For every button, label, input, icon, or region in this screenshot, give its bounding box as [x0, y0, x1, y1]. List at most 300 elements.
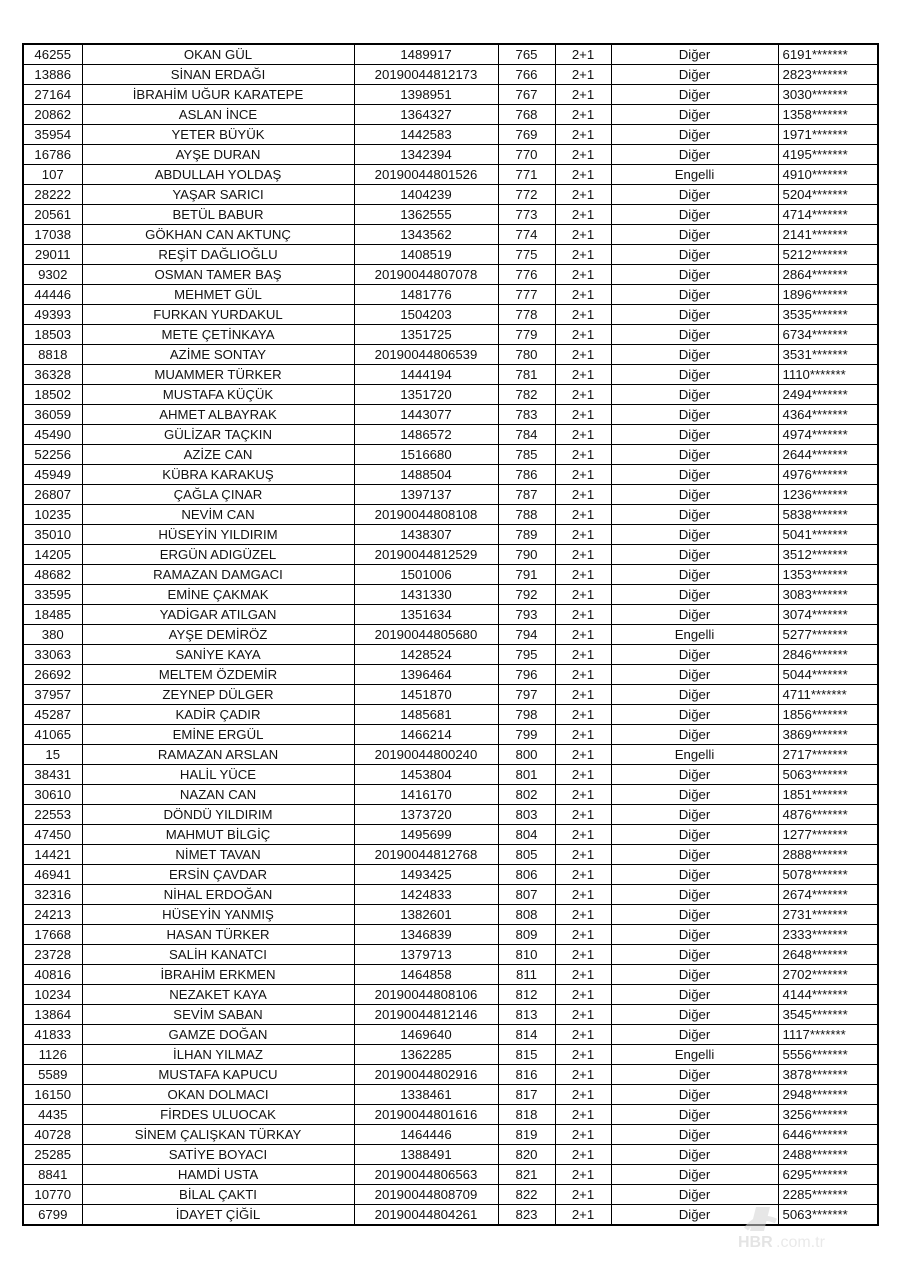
cell-oda-tipi: 2+1 — [555, 1025, 611, 1045]
cell-oda-tipi: 2+1 — [555, 225, 611, 245]
table-row — [23, 945, 878, 965]
cell-kategori: Diğer — [611, 1165, 778, 1185]
cell-oda-tipi: 2+1 — [555, 125, 611, 145]
cell-sira-no: 41065 — [23, 725, 82, 745]
cell-oda-tipi: 2+1 — [555, 265, 611, 285]
cell-sira-no: 14205 — [23, 545, 82, 565]
table-row — [23, 425, 878, 445]
cell-basvuru-no: 20190044806563 — [354, 1165, 498, 1185]
cell-kura-no: 814 — [498, 1025, 555, 1045]
cell-kategori: Diğer — [611, 125, 778, 145]
cell-tc-kimlik: 2333******* — [778, 925, 878, 945]
table-row — [23, 525, 878, 545]
cell-kategori: Diğer — [611, 585, 778, 605]
cell-ad-soyad: RAMAZAN ARSLAN — [82, 745, 354, 765]
cell-sira-no: 38431 — [23, 765, 82, 785]
cell-tc-kimlik: 4974******* — [778, 425, 878, 445]
cell-ad-soyad: OSMAN TAMER BAŞ — [82, 265, 354, 285]
cell-sira-no: 4435 — [23, 1105, 82, 1125]
table-row — [23, 405, 878, 425]
cell-basvuru-no: 20190044800240 — [354, 745, 498, 765]
cell-oda-tipi: 2+1 — [555, 825, 611, 845]
cell-kura-no: 812 — [498, 985, 555, 1005]
cell-kategori: Engelli — [611, 165, 778, 185]
cell-kura-no: 819 — [498, 1125, 555, 1145]
cell-oda-tipi: 2+1 — [555, 545, 611, 565]
cell-kura-no: 782 — [498, 385, 555, 405]
cell-sira-no: 35010 — [23, 525, 82, 545]
cell-oda-tipi: 2+1 — [555, 385, 611, 405]
table-row — [23, 665, 878, 685]
cell-basvuru-no: 1343562 — [354, 225, 498, 245]
cell-tc-kimlik: 3074******* — [778, 605, 878, 625]
cell-kura-no: 808 — [498, 905, 555, 925]
cell-kura-no: 795 — [498, 645, 555, 665]
cell-kategori: Diğer — [611, 245, 778, 265]
cell-tc-kimlik: 1353******* — [778, 565, 878, 585]
cell-kura-no: 771 — [498, 165, 555, 185]
cell-ad-soyad: MAHMUT BİLGİÇ — [82, 825, 354, 845]
cell-basvuru-no: 1362555 — [354, 205, 498, 225]
cell-kura-no: 778 — [498, 305, 555, 325]
cell-tc-kimlik: 4364******* — [778, 405, 878, 425]
cell-sira-no: 380 — [23, 625, 82, 645]
table-row — [23, 845, 878, 865]
table-row — [23, 1145, 878, 1165]
cell-ad-soyad: YADİGAR ATILGAN — [82, 605, 354, 625]
cell-basvuru-no: 1338461 — [354, 1085, 498, 1105]
cell-basvuru-no: 1364327 — [354, 105, 498, 125]
cell-tc-kimlik: 1110******* — [778, 365, 878, 385]
table-row — [23, 345, 878, 365]
cell-kura-no: 790 — [498, 545, 555, 565]
cell-kura-no: 802 — [498, 785, 555, 805]
cell-basvuru-no: 20190044812146 — [354, 1005, 498, 1025]
cell-oda-tipi: 2+1 — [555, 1065, 611, 1085]
cell-basvuru-no: 20190044808709 — [354, 1185, 498, 1205]
cell-ad-soyad: ZEYNEP DÜLGER — [82, 685, 354, 705]
cell-tc-kimlik: 2488******* — [778, 1145, 878, 1165]
cell-ad-soyad: BETÜL BABUR — [82, 205, 354, 225]
cell-ad-soyad: AZİZE CAN — [82, 445, 354, 465]
table-row — [23, 305, 878, 325]
table-row — [23, 745, 878, 765]
cell-kura-no: 770 — [498, 145, 555, 165]
cell-kura-no: 807 — [498, 885, 555, 905]
cell-kura-no: 785 — [498, 445, 555, 465]
cell-basvuru-no: 20190044805680 — [354, 625, 498, 645]
cell-oda-tipi: 2+1 — [555, 605, 611, 625]
cell-kura-no: 768 — [498, 105, 555, 125]
cell-basvuru-no: 1373720 — [354, 805, 498, 825]
cell-sira-no: 30610 — [23, 785, 82, 805]
cell-basvuru-no: 1398951 — [354, 85, 498, 105]
cell-ad-soyad: METE ÇETİNKAYA — [82, 325, 354, 345]
cell-tc-kimlik: 3545******* — [778, 1005, 878, 1025]
cell-ad-soyad: MEHMET GÜL — [82, 285, 354, 305]
cell-tc-kimlik: 2674******* — [778, 885, 878, 905]
cell-sira-no: 46255 — [23, 44, 82, 65]
cell-tc-kimlik: 2141******* — [778, 225, 878, 245]
cell-kategori: Diğer — [611, 265, 778, 285]
cell-tc-kimlik: 4976******* — [778, 465, 878, 485]
cell-basvuru-no: 1501006 — [354, 565, 498, 585]
cell-ad-soyad: SİNAN ERDAĞI — [82, 65, 354, 85]
cell-sira-no: 44446 — [23, 285, 82, 305]
cell-ad-soyad: İBRAHİM ERKMEN — [82, 965, 354, 985]
cell-basvuru-no: 20190044812768 — [354, 845, 498, 865]
cell-kategori: Diğer — [611, 825, 778, 845]
cell-kura-no: 797 — [498, 685, 555, 705]
table-row — [23, 365, 878, 385]
cell-kategori: Diğer — [611, 145, 778, 165]
cell-kategori: Engelli — [611, 1045, 778, 1065]
cell-kategori: Diğer — [611, 485, 778, 505]
cell-tc-kimlik: 6191******* — [778, 44, 878, 65]
cell-ad-soyad: FİRDES ULUOCAK — [82, 1105, 354, 1125]
cell-sira-no: 20862 — [23, 105, 82, 125]
cell-ad-soyad: FURKAN YURDAKUL — [82, 305, 354, 325]
cell-ad-soyad: DÖNDÜ YILDIRIM — [82, 805, 354, 825]
cell-ad-soyad: OKAN GÜL — [82, 44, 354, 65]
cell-basvuru-no: 1438307 — [354, 525, 498, 545]
cell-sira-no: 9302 — [23, 265, 82, 285]
cell-basvuru-no: 20190044801616 — [354, 1105, 498, 1125]
cell-kategori: Diğer — [611, 445, 778, 465]
cell-ad-soyad: KÜBRA KARAKUŞ — [82, 465, 354, 485]
cell-kategori: Diğer — [611, 845, 778, 865]
cell-kura-no: 799 — [498, 725, 555, 745]
cell-tc-kimlik: 3531******* — [778, 345, 878, 365]
cell-basvuru-no: 1416170 — [354, 785, 498, 805]
cell-sira-no: 107 — [23, 165, 82, 185]
cell-kura-no: 809 — [498, 925, 555, 945]
cell-basvuru-no: 20190044808108 — [354, 505, 498, 525]
cell-ad-soyad: KADİR ÇADIR — [82, 705, 354, 725]
cell-basvuru-no: 1444194 — [354, 365, 498, 385]
cell-oda-tipi: 2+1 — [555, 145, 611, 165]
table-row — [23, 185, 878, 205]
cell-kategori: Diğer — [611, 765, 778, 785]
table-row — [23, 325, 878, 345]
cell-sira-no: 36059 — [23, 405, 82, 425]
cell-sira-no: 1126 — [23, 1045, 82, 1065]
cell-sira-no: 49393 — [23, 305, 82, 325]
table-row — [23, 65, 878, 85]
cell-kategori: Diğer — [611, 205, 778, 225]
cell-oda-tipi: 2+1 — [555, 44, 611, 65]
cell-ad-soyad: SATİYE BOYACI — [82, 1145, 354, 1165]
cell-tc-kimlik: 5838******* — [778, 505, 878, 525]
cell-kategori: Diğer — [611, 345, 778, 365]
table-row — [23, 505, 878, 525]
cell-oda-tipi: 2+1 — [555, 705, 611, 725]
cell-tc-kimlik: 5277******* — [778, 625, 878, 645]
cell-basvuru-no: 20190044812173 — [354, 65, 498, 85]
cell-oda-tipi: 2+1 — [555, 345, 611, 365]
cell-sira-no: 22553 — [23, 805, 82, 825]
table-row — [23, 165, 878, 185]
cell-oda-tipi: 2+1 — [555, 1045, 611, 1065]
cell-tc-kimlik: 6734******* — [778, 325, 878, 345]
cell-kura-no: 805 — [498, 845, 555, 865]
cell-oda-tipi: 2+1 — [555, 525, 611, 545]
cell-oda-tipi: 2+1 — [555, 205, 611, 225]
cell-ad-soyad: YAŞAR SARICI — [82, 185, 354, 205]
cell-sira-no: 14421 — [23, 845, 82, 865]
cell-basvuru-no: 1451870 — [354, 685, 498, 705]
cell-tc-kimlik: 2494******* — [778, 385, 878, 405]
cell-tc-kimlik: 1277******* — [778, 825, 878, 845]
cell-tc-kimlik: 1971******* — [778, 125, 878, 145]
cell-tc-kimlik: 3512******* — [778, 545, 878, 565]
cell-ad-soyad: NAZAN CAN — [82, 785, 354, 805]
cell-kura-no: 804 — [498, 825, 555, 845]
cell-ad-soyad: İLHAN YILMAZ — [82, 1045, 354, 1065]
cell-kura-no: 766 — [498, 65, 555, 85]
cell-kategori: Diğer — [611, 705, 778, 725]
table-row — [23, 865, 878, 885]
cell-tc-kimlik: 5063******* — [778, 1205, 878, 1226]
cell-oda-tipi: 2+1 — [555, 85, 611, 105]
cell-basvuru-no: 20190044806539 — [354, 345, 498, 365]
cell-oda-tipi: 2+1 — [555, 165, 611, 185]
cell-basvuru-no: 1382601 — [354, 905, 498, 925]
cell-kura-no: 775 — [498, 245, 555, 265]
cell-sira-no: 45949 — [23, 465, 82, 485]
cell-tc-kimlik: 1117******* — [778, 1025, 878, 1045]
cell-basvuru-no: 1351634 — [354, 605, 498, 625]
cell-kura-no: 765 — [498, 44, 555, 65]
cell-basvuru-no: 1362285 — [354, 1045, 498, 1065]
cell-kategori: Diğer — [611, 685, 778, 705]
cell-tc-kimlik: 1856******* — [778, 705, 878, 725]
cell-kategori: Diğer — [611, 1105, 778, 1125]
cell-tc-kimlik: 2846******* — [778, 645, 878, 665]
cell-sira-no: 45287 — [23, 705, 82, 725]
cell-tc-kimlik: 4876******* — [778, 805, 878, 825]
cell-kategori: Diğer — [611, 1025, 778, 1045]
cell-oda-tipi: 2+1 — [555, 105, 611, 125]
table-row — [23, 285, 878, 305]
cell-kategori: Diğer — [611, 805, 778, 825]
cell-oda-tipi: 2+1 — [555, 1105, 611, 1125]
cell-oda-tipi: 2+1 — [555, 785, 611, 805]
cell-basvuru-no: 1493425 — [354, 865, 498, 885]
cell-ad-soyad: EMİNE ÇAKMAK — [82, 585, 354, 605]
cell-ad-soyad: YETER BÜYÜK — [82, 125, 354, 145]
cell-tc-kimlik: 4144******* — [778, 985, 878, 1005]
cell-ad-soyad: HÜSEYİN YILDIRIM — [82, 525, 354, 545]
cell-sira-no: 10235 — [23, 505, 82, 525]
cell-tc-kimlik: 4910******* — [778, 165, 878, 185]
cell-basvuru-no: 1466214 — [354, 725, 498, 745]
results-sheet — [22, 43, 877, 1226]
cell-tc-kimlik: 2702******* — [778, 965, 878, 985]
table-row — [23, 145, 878, 165]
cell-oda-tipi: 2+1 — [555, 245, 611, 265]
cell-ad-soyad: HASAN TÜRKER — [82, 925, 354, 945]
cell-kura-no: 769 — [498, 125, 555, 145]
cell-tc-kimlik: 3030******* — [778, 85, 878, 105]
cell-oda-tipi: 2+1 — [555, 1125, 611, 1145]
cell-oda-tipi: 2+1 — [555, 1205, 611, 1226]
table-row — [23, 1205, 878, 1226]
cell-kura-no: 810 — [498, 945, 555, 965]
cell-oda-tipi: 2+1 — [555, 1165, 611, 1185]
table-row — [23, 465, 878, 485]
cell-kura-no: 818 — [498, 1105, 555, 1125]
cell-kura-no: 781 — [498, 365, 555, 385]
table-row — [23, 565, 878, 585]
cell-basvuru-no: 1464858 — [354, 965, 498, 985]
cell-oda-tipi: 2+1 — [555, 685, 611, 705]
cell-ad-soyad: NEVİM CAN — [82, 505, 354, 525]
table-row — [23, 725, 878, 745]
cell-tc-kimlik: 5063******* — [778, 765, 878, 785]
table-row — [23, 44, 878, 65]
cell-ad-soyad: ÇAĞLA ÇINAR — [82, 485, 354, 505]
cell-basvuru-no: 1428524 — [354, 645, 498, 665]
cell-tc-kimlik: 5204******* — [778, 185, 878, 205]
cell-ad-soyad: AYŞE DURAN — [82, 145, 354, 165]
cell-kura-no: 789 — [498, 525, 555, 545]
table-row — [23, 765, 878, 785]
cell-tc-kimlik: 1358******* — [778, 105, 878, 125]
cell-kura-no: 774 — [498, 225, 555, 245]
cell-kategori: Diğer — [611, 305, 778, 325]
cell-ad-soyad: HAMDİ USTA — [82, 1165, 354, 1185]
cell-oda-tipi: 2+1 — [555, 1185, 611, 1205]
cell-kura-no: 779 — [498, 325, 555, 345]
cell-oda-tipi: 2+1 — [555, 425, 611, 445]
cell-oda-tipi: 2+1 — [555, 185, 611, 205]
cell-basvuru-no: 20190044807078 — [354, 265, 498, 285]
cell-kategori: Diğer — [611, 645, 778, 665]
cell-kura-no: 787 — [498, 485, 555, 505]
cell-oda-tipi: 2+1 — [555, 585, 611, 605]
cell-basvuru-no: 1342394 — [354, 145, 498, 165]
cell-basvuru-no: 1431330 — [354, 585, 498, 605]
cell-sira-no: 13864 — [23, 1005, 82, 1025]
cell-ad-soyad: OKAN DOLMACI — [82, 1085, 354, 1105]
cell-tc-kimlik: 3878******* — [778, 1065, 878, 1085]
cell-basvuru-no: 1442583 — [354, 125, 498, 145]
cell-kura-no: 772 — [498, 185, 555, 205]
table-row — [23, 205, 878, 225]
cell-kategori: Diğer — [611, 44, 778, 65]
cell-oda-tipi: 2+1 — [555, 405, 611, 425]
cell-kategori: Diğer — [611, 385, 778, 405]
cell-basvuru-no: 1443077 — [354, 405, 498, 425]
cell-kura-no: 777 — [498, 285, 555, 305]
cell-tc-kimlik: 6295******* — [778, 1165, 878, 1185]
cell-kategori: Diğer — [611, 905, 778, 925]
cell-kura-no: 784 — [498, 425, 555, 445]
cell-tc-kimlik: 5556******* — [778, 1045, 878, 1065]
cell-kura-no: 792 — [498, 585, 555, 605]
cell-basvuru-no: 20190044801526 — [354, 165, 498, 185]
table-row — [23, 1105, 878, 1125]
cell-tc-kimlik: 5044******* — [778, 665, 878, 685]
cell-basvuru-no: 1481776 — [354, 285, 498, 305]
table-row — [23, 905, 878, 925]
cell-sira-no: 25285 — [23, 1145, 82, 1165]
cell-ad-soyad: SALİH KANATCI — [82, 945, 354, 965]
cell-kategori: Diğer — [611, 105, 778, 125]
cell-tc-kimlik: 1851******* — [778, 785, 878, 805]
cell-basvuru-no: 1424833 — [354, 885, 498, 905]
cell-ad-soyad: GÖKHAN CAN AKTUNÇ — [82, 225, 354, 245]
cell-ad-soyad: NEZAKET KAYA — [82, 985, 354, 1005]
cell-oda-tipi: 2+1 — [555, 485, 611, 505]
cell-ad-soyad: HÜSEYİN YANMIŞ — [82, 905, 354, 925]
cell-sira-no: 40816 — [23, 965, 82, 985]
cell-tc-kimlik: 4714******* — [778, 205, 878, 225]
cell-kategori: Diğer — [611, 785, 778, 805]
cell-kura-no: 788 — [498, 505, 555, 525]
cell-kategori: Diğer — [611, 65, 778, 85]
cell-oda-tipi: 2+1 — [555, 945, 611, 965]
table-row — [23, 805, 878, 825]
cell-kura-no: 767 — [498, 85, 555, 105]
cell-basvuru-no: 1379713 — [354, 945, 498, 965]
cell-ad-soyad: SANİYE KAYA — [82, 645, 354, 665]
cell-kura-no: 803 — [498, 805, 555, 825]
cell-oda-tipi: 2+1 — [555, 645, 611, 665]
cell-ad-soyad: MUAMMER TÜRKER — [82, 365, 354, 385]
cell-ad-soyad: RAMAZAN DAMGACI — [82, 565, 354, 585]
cell-oda-tipi: 2+1 — [555, 305, 611, 325]
watermark-brand: HBR — [738, 1234, 773, 1251]
table-row — [23, 485, 878, 505]
draw-results-table — [22, 43, 879, 1226]
cell-ad-soyad: SEVİM SABAN — [82, 1005, 354, 1025]
cell-kategori: Diğer — [611, 225, 778, 245]
cell-kategori: Engelli — [611, 745, 778, 765]
table-row — [23, 1065, 878, 1085]
cell-basvuru-no: 1408519 — [354, 245, 498, 265]
cell-basvuru-no: 1404239 — [354, 185, 498, 205]
cell-oda-tipi: 2+1 — [555, 885, 611, 905]
cell-oda-tipi: 2+1 — [555, 505, 611, 525]
cell-kura-no: 817 — [498, 1085, 555, 1105]
cell-kategori: Diğer — [611, 665, 778, 685]
table-row — [23, 245, 878, 265]
cell-kura-no: 806 — [498, 865, 555, 885]
cell-basvuru-no: 20190044812529 — [354, 545, 498, 565]
cell-tc-kimlik: 2648******* — [778, 945, 878, 965]
cell-sira-no: 35954 — [23, 125, 82, 145]
cell-basvuru-no: 1396464 — [354, 665, 498, 685]
cell-ad-soyad: ABDULLAH YOLDAŞ — [82, 165, 354, 185]
cell-oda-tipi: 2+1 — [555, 925, 611, 945]
cell-sira-no: 17668 — [23, 925, 82, 945]
cell-sira-no: 10770 — [23, 1185, 82, 1205]
cell-basvuru-no: 1351725 — [354, 325, 498, 345]
cell-ad-soyad: MUSTAFA KAPUCU — [82, 1065, 354, 1085]
cell-ad-soyad: NİHAL ERDOĞAN — [82, 885, 354, 905]
cell-kategori: Diğer — [611, 885, 778, 905]
cell-tc-kimlik: 2948******* — [778, 1085, 878, 1105]
cell-sira-no: 13886 — [23, 65, 82, 85]
cell-basvuru-no: 1469640 — [354, 1025, 498, 1045]
cell-kategori: Diğer — [611, 505, 778, 525]
cell-basvuru-no: 1351720 — [354, 385, 498, 405]
cell-sira-no: 45490 — [23, 425, 82, 445]
cell-tc-kimlik: 5041******* — [778, 525, 878, 545]
cell-kategori: Diğer — [611, 545, 778, 565]
